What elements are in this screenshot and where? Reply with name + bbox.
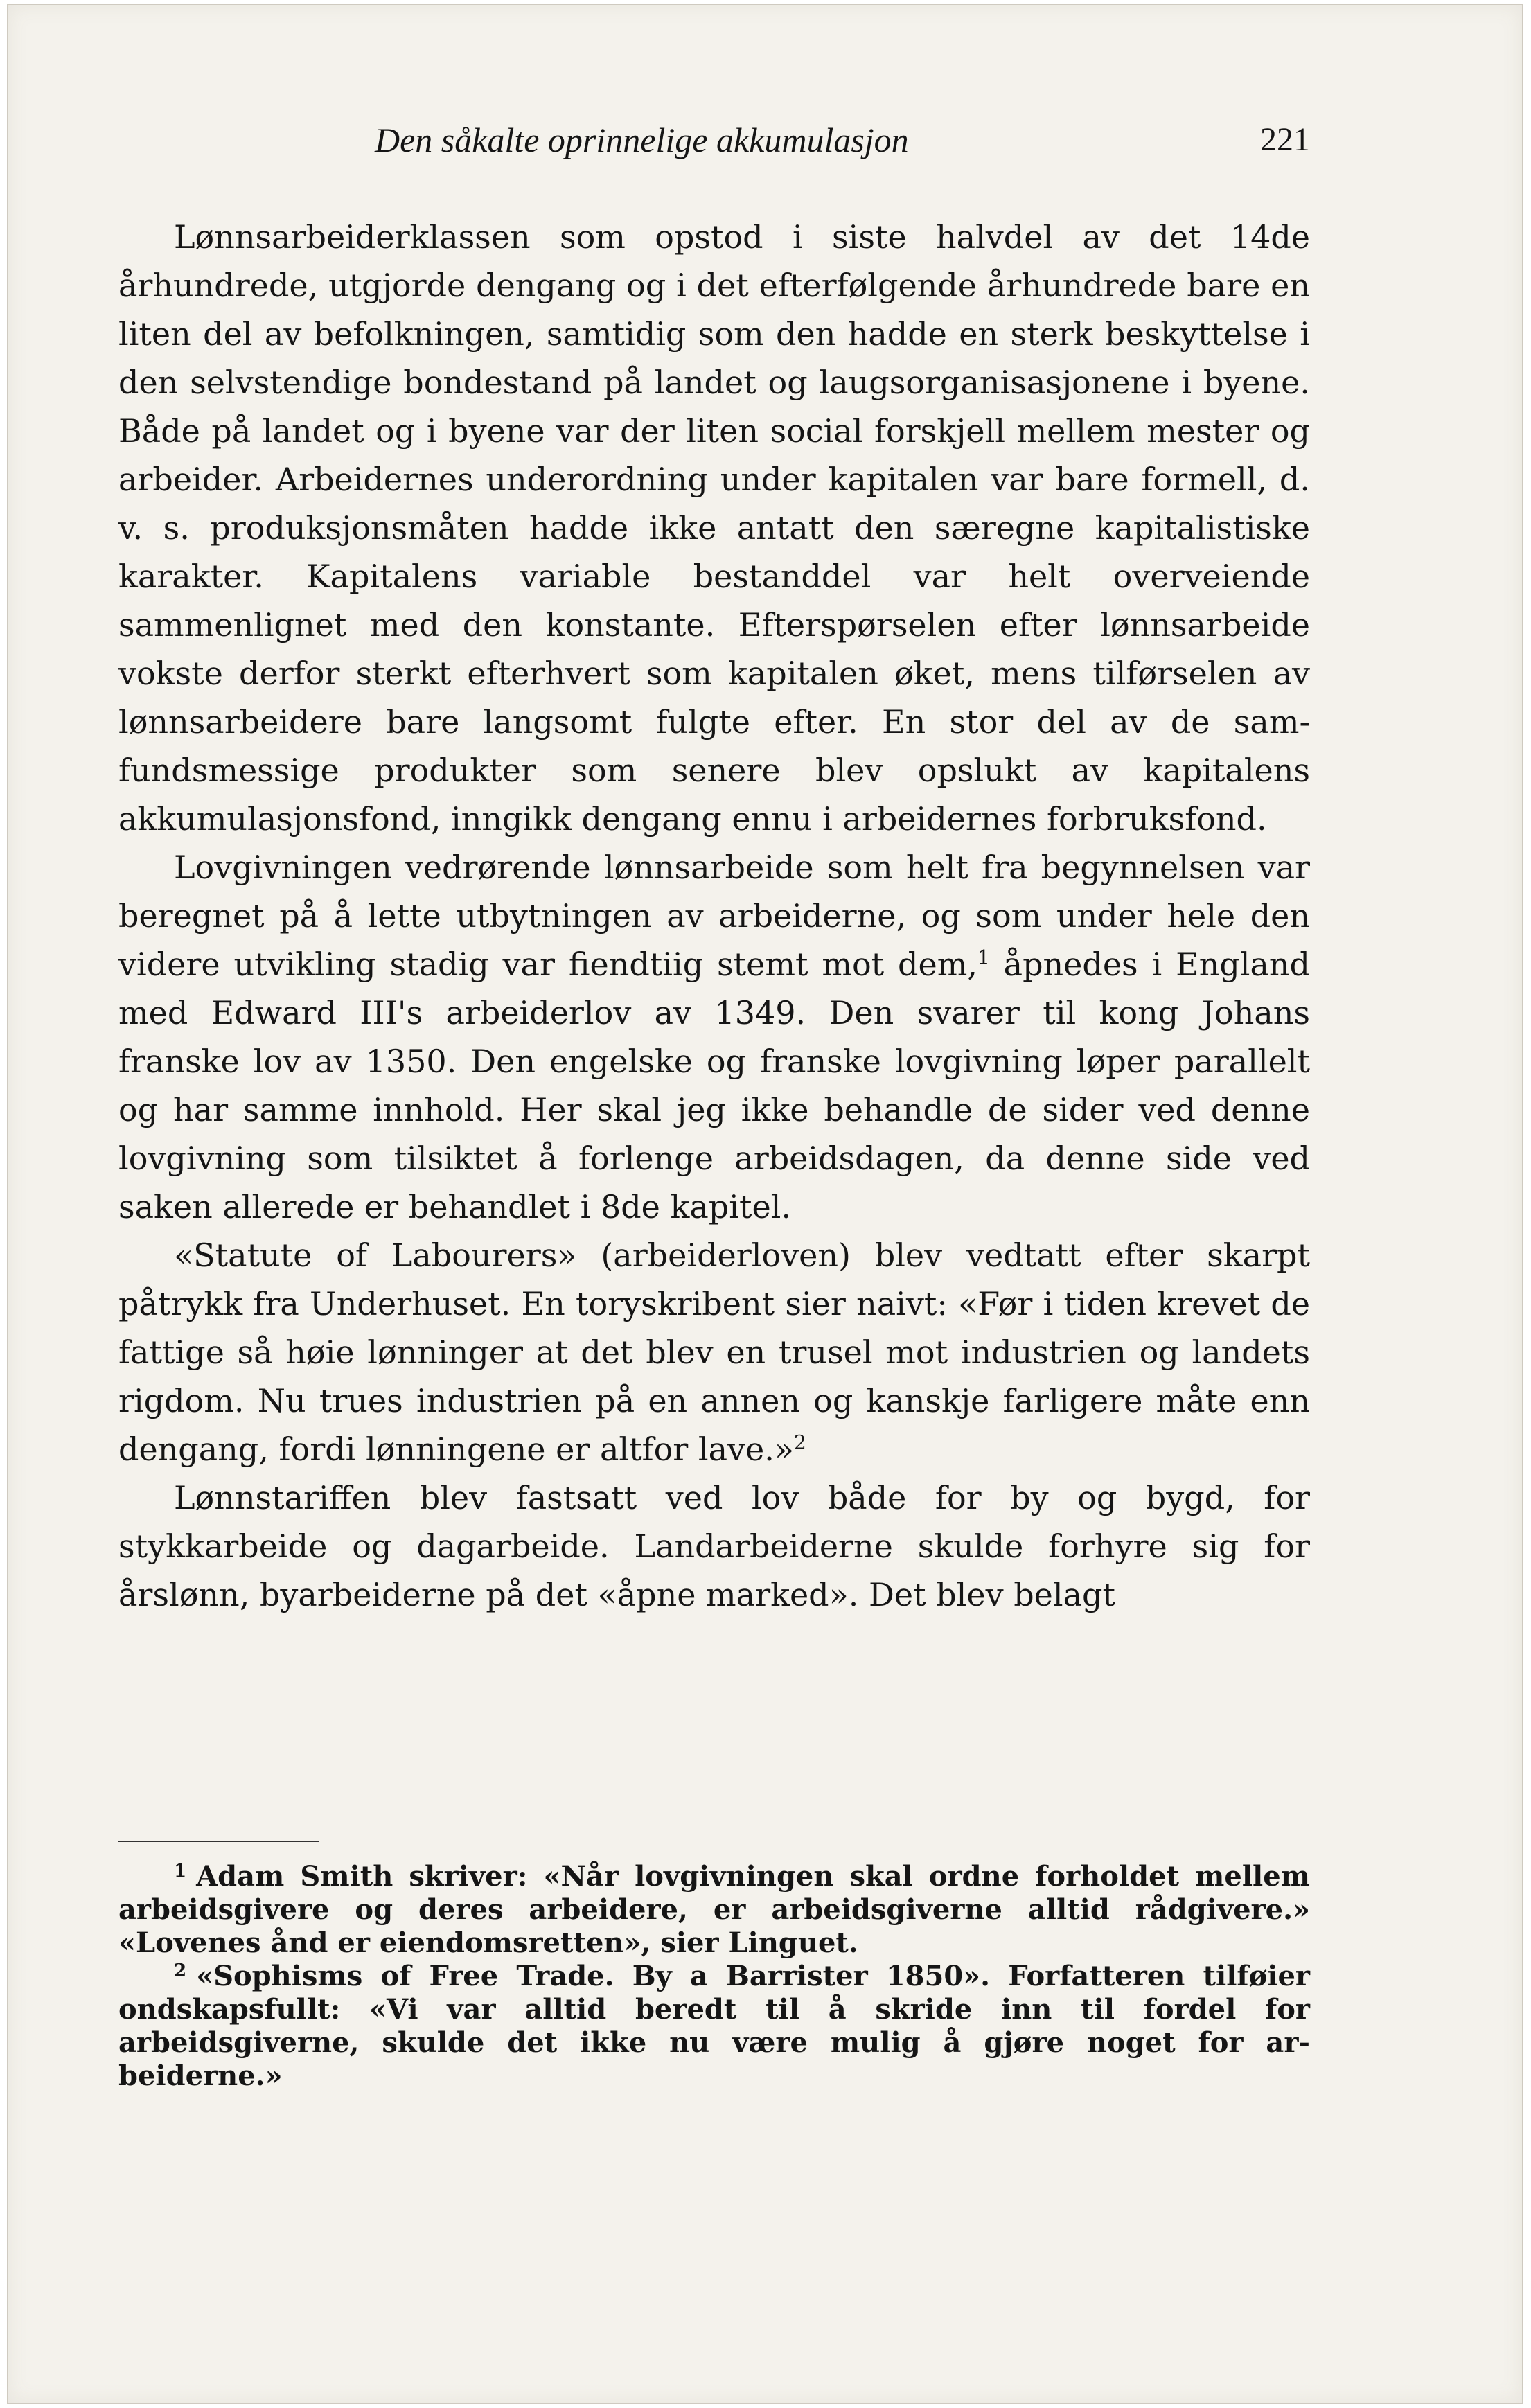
footnote [118,1860,1310,1960]
running-header [118,116,1310,164]
paragraph [118,843,1310,1231]
footnotes [118,1860,1310,2093]
footnote [118,1960,1310,2093]
footnote-marker: 1 [174,1861,187,1882]
paragraph [118,1231,1310,1473]
paragraph-text: «Statute of Labourers» (arbeiderloven) blev vedtatt efter skarpt påtrykk fra Underhuset. En toryskribent sier naivt: «Før i tiden krevet de fattige så høie lønninger at det blev en trusel mot industrien og landets rigdom. Nu trues industrien på en annen og kanskje farligere måte enn dengang, fordi lønningene er altfor lave.» [118,1237,1310,1468]
footnote-text: Adam Smith skriver: «Når lovgivningen skal ordne forholdet mellem arbeidsgivere og deres arbeidere, er arbeidsgiverne alltid rådgivere.» «Lovenes ånd er eiendomsretten», sier Linguet. [118,1860,1310,1959]
page-number: 221 [1260,121,1310,158]
footnote-reference[interactable]: 2 [794,1431,806,1454]
book-page [7,4,1523,2404]
footnote-text: «Sophisms of Free Trade. By a Barrister 1850». Forfatteren tilføier ondskapsfullt: «Vi var alltid beredt til å skride inn til fordel for arbeidsgiverne, skulde det ikke nu være mulig å gjøre noget for arbeiderne.» [118,1960,1310,2092]
footnote-divider [118,1841,319,1842]
footnote-marker: 2 [174,1960,187,1981]
paragraph: Lønnstariffen blev fastsatt ved lov både for by og bygd, for stykkarbeide og dagarbeide. Landarbeiderne skulde forhyre sig for årslønn, byarbeiderne på det «åpne marked». Det blev belagt [118,1479,1310,1613]
running-title: Den såkalte oprinnelige akkumulasjon [375,121,909,159]
footnote-reference[interactable]: 1 [977,946,990,969]
body-text [118,213,1310,1619]
paragraph: Lønnsarbeiderklassen som opstod i siste halvdel av det 14de århundrede, utgjorde dengang og i det efterfølgende århundrede bare en liten del av befolkningen, samtidig som den hadde en sterk beskyttelse i den selvstendige bondestand på landet og laugsorganisasjonene i byene. Både på landet og i byene var der liten social forskjell mellem mester og arbeider. Arbeidernes underordning under kapitalen var bare formell, d. v. s. produksjonsmåten hadde ikke antatt den særegne kapitalistiske karakter. Kapitalens variable bestanddel var helt overveiende sammenlignet med den konstante. Efterspørselen efter lønnsarbeide vokste derfor sterkt efterhvert som kapitalen øket, mens tilførselen av lønnsarbeidere bare langsomt fulgte efter. En stor del av de samfundsmessige produkter som senere blev opslukt av kapitalens akkumulasjonsfond, inngikk dengang ennu i arbeidernes forbruksfond. [118,218,1310,838]
paragraph-text: åpnedes i England med Edward III's arbeiderlov av 1349. Den svarer til kong Johans franske lov av 1350. Den engelske og franske lovgivning løper parallelt og har samme innhold. Her skal jeg ikke behandle de sider ved denne lovgivning som tilsiktet å forlenge arbeidsdagen, da denne side ved saken allerede er behandlet i 8de kapitel. [118,946,1310,1225]
paragraph-text: Lovgivningen vedrørende lønnsarbeide som helt fra begynnelsen var beregnet på å lette utbytningen av arbeiderne, og som under hele den videre utvikling stadig var fiendtiig stemt mot dem, [118,849,1310,983]
